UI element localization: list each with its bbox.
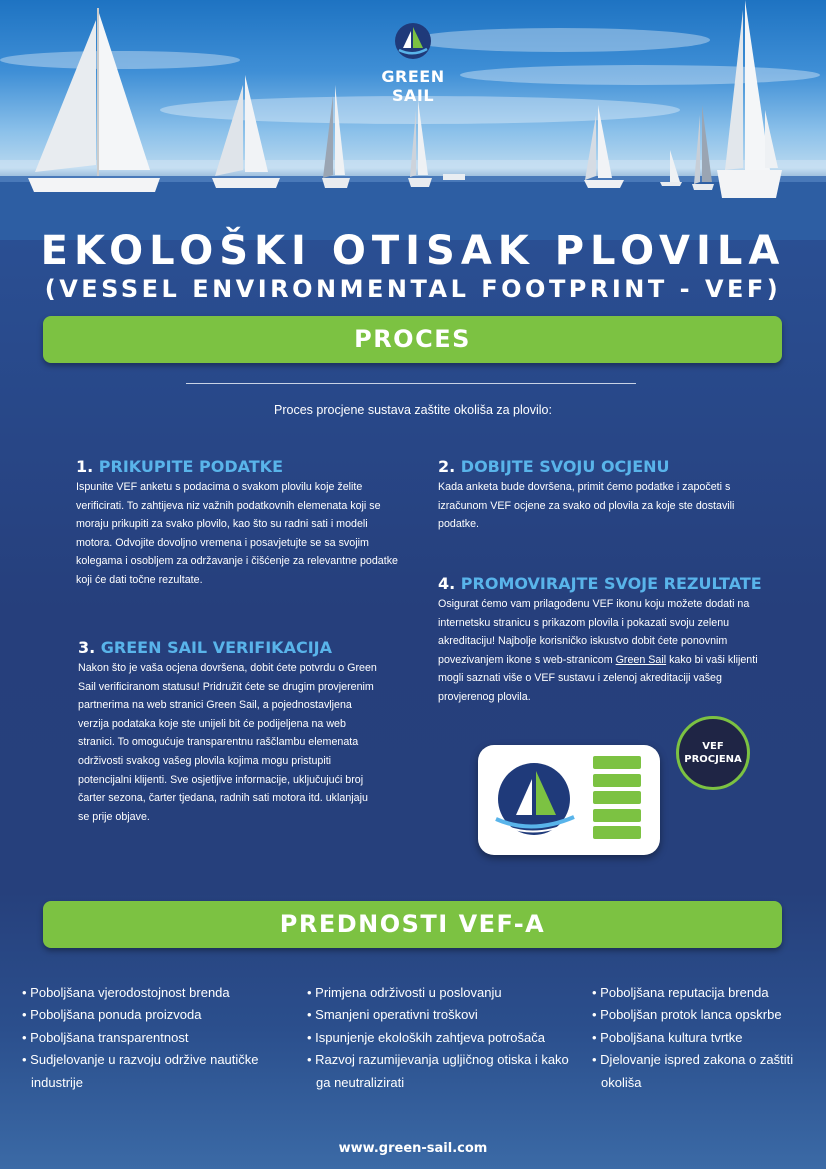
step-1-text: Ispunite VEF anketu s podacima o svakom plovilu koje želite verificirati. To zahtijeva niz važnih podatkovnih elemenata koji se moraju prikupiti za svako plovilo, kao što su radni sati i modeli motora. Odvojite dovoljno vremena i posavjetujte se sa svojim kolegama i osobljem za održavanje i čišćenje za relevantne podatke koji će dati točne rezultate. <box>76 481 398 586</box>
step-3-number: 3. <box>78 638 96 657</box>
benefit-item: • Razvoj razumijevanja ugljičnog otiska i kako ga neutralizirati <box>307 1052 569 1090</box>
step-3-text: Nakon što je vaša ocjena dovršena, dobit ćete potvrdu o Green Sail verificiranom statusu! Pridružit ćete se drugim provjerenim partnerima na web stranici Green Sail, a pojednostavljena verzija podataka koje ste unijeli bit će podijeljena na web stranici. To omogućuje transparentnu raščlambu elemenata održivosti svakog vašeg plovila kojima mogu pristupiti potencijalni klijenti. Sve osjetljive informacije, uključujući broj čarter sezona, čarter tjedana, radnih sati motora itd. uklanjaju se prije objave. <box>78 662 377 823</box>
benefit-item: • Poboljšana vjerodostojnost brenda <box>22 985 230 1000</box>
benefit-item: • Smanjeni operativni troškovi <box>307 1007 478 1023</box>
card-bar <box>593 826 641 839</box>
step-2-heading <box>438 457 778 476</box>
step-4-text-after: kako bi vaši klijenti mogli saznati više o VEF sustavu i zelenoj akreditaciji vašeg provjerenog plovila. <box>438 653 758 703</box>
proces-intro: Proces procjene sustava zaštite okoliša za plovilo: <box>274 403 552 417</box>
prednosti-banner: PREDNOSTI VEF-A <box>43 901 782 948</box>
badge-line-2: PROCJENA <box>684 754 742 765</box>
page-title: EKOLOŠKI OTISAK PLOVILA <box>40 228 786 274</box>
step-2-text: Kada anketa bude dovršena, primit ćemo podatke i započeti s izračunom VEF ocjene za svako od plovila za koje ste dostavili podatke. <box>438 481 735 531</box>
green-sail-link[interactable]: Green Sail <box>615 653 667 666</box>
vef-procjena-badge <box>676 716 750 790</box>
step-2-title: DOBIJTE SVOJU OCJENU <box>460 457 670 476</box>
benefits-column-2 <box>307 982 577 1094</box>
benefit-item: • Primjena održivosti u poslovanju <box>307 985 502 1000</box>
benefits-column-1 <box>22 982 297 1094</box>
step-1-number: 1. <box>76 457 94 476</box>
step-1-title: PRIKUPITE PODATKE <box>98 457 283 476</box>
sail-logo-icon <box>394 22 432 60</box>
green-sail-logo <box>363 22 463 105</box>
sail-logo-icon <box>492 759 576 843</box>
benefit-item: • Poboljšana ponuda proizvoda <box>22 1007 202 1023</box>
benefit-item: • Djelovanje ispred zakona o zaštiti okoliša <box>592 1052 794 1090</box>
step-2 <box>438 457 778 534</box>
benefit-item: • Sudjelovanje u razvoju održive nautičke industrije <box>22 1052 259 1090</box>
divider <box>186 383 636 384</box>
footer-url[interactable]: www.green-sail.com <box>338 1141 488 1156</box>
benefits-column-3 <box>592 982 817 1094</box>
benefit-item: • Poboljšan protok lanca opskrbe <box>592 1007 782 1023</box>
badge-line-1: VEF <box>702 741 724 752</box>
step-1-heading <box>76 457 406 476</box>
step-4-text <box>438 595 778 707</box>
step-3-title: GREEN SAIL VERIFIKACIJA <box>100 638 332 657</box>
vef-icon-card <box>478 745 660 855</box>
card-bar <box>593 791 641 804</box>
step-4-text-before: Osigurat ćemo vam prilagođenu VEF ikonu koju možete dodati na internetsku stranicu s prikazom plovila i pokazati svoju zelenu akreditaciju! Najbolje korisničko iskustvo dobit ćete ponovnim povezivanjem ikone s web-stranicom <box>438 598 750 666</box>
benefit-item: • Ispunjenje ekoloških zahtjeva potrošača <box>307 1029 545 1045</box>
step-1 <box>76 457 406 590</box>
step-3-heading <box>78 638 378 657</box>
step-4 <box>438 574 778 707</box>
step-3 <box>78 638 378 826</box>
step-4-title: PROMOVIRAJTE SVOJE REZULTATE <box>460 574 762 593</box>
step-2-number: 2. <box>438 457 456 476</box>
step-4-heading <box>438 574 778 593</box>
logo-text: GREEN SAIL <box>381 67 445 105</box>
proces-banner: PROCES <box>43 316 782 363</box>
benefit-item: • Poboljšana kultura tvrtke <box>592 1029 743 1045</box>
page-subtitle: (VESSEL ENVIRONMENTAL FOOTPRINT - VEF) <box>44 275 782 303</box>
card-bar <box>593 756 641 769</box>
card-bars <box>593 756 641 844</box>
step-4-number: 4. <box>438 574 456 593</box>
card-bar <box>593 809 641 822</box>
benefit-item: • Poboljšana reputacija brenda <box>592 985 769 1000</box>
benefit-item: • Poboljšana transparentnost <box>22 1029 189 1045</box>
card-bar <box>593 774 641 787</box>
